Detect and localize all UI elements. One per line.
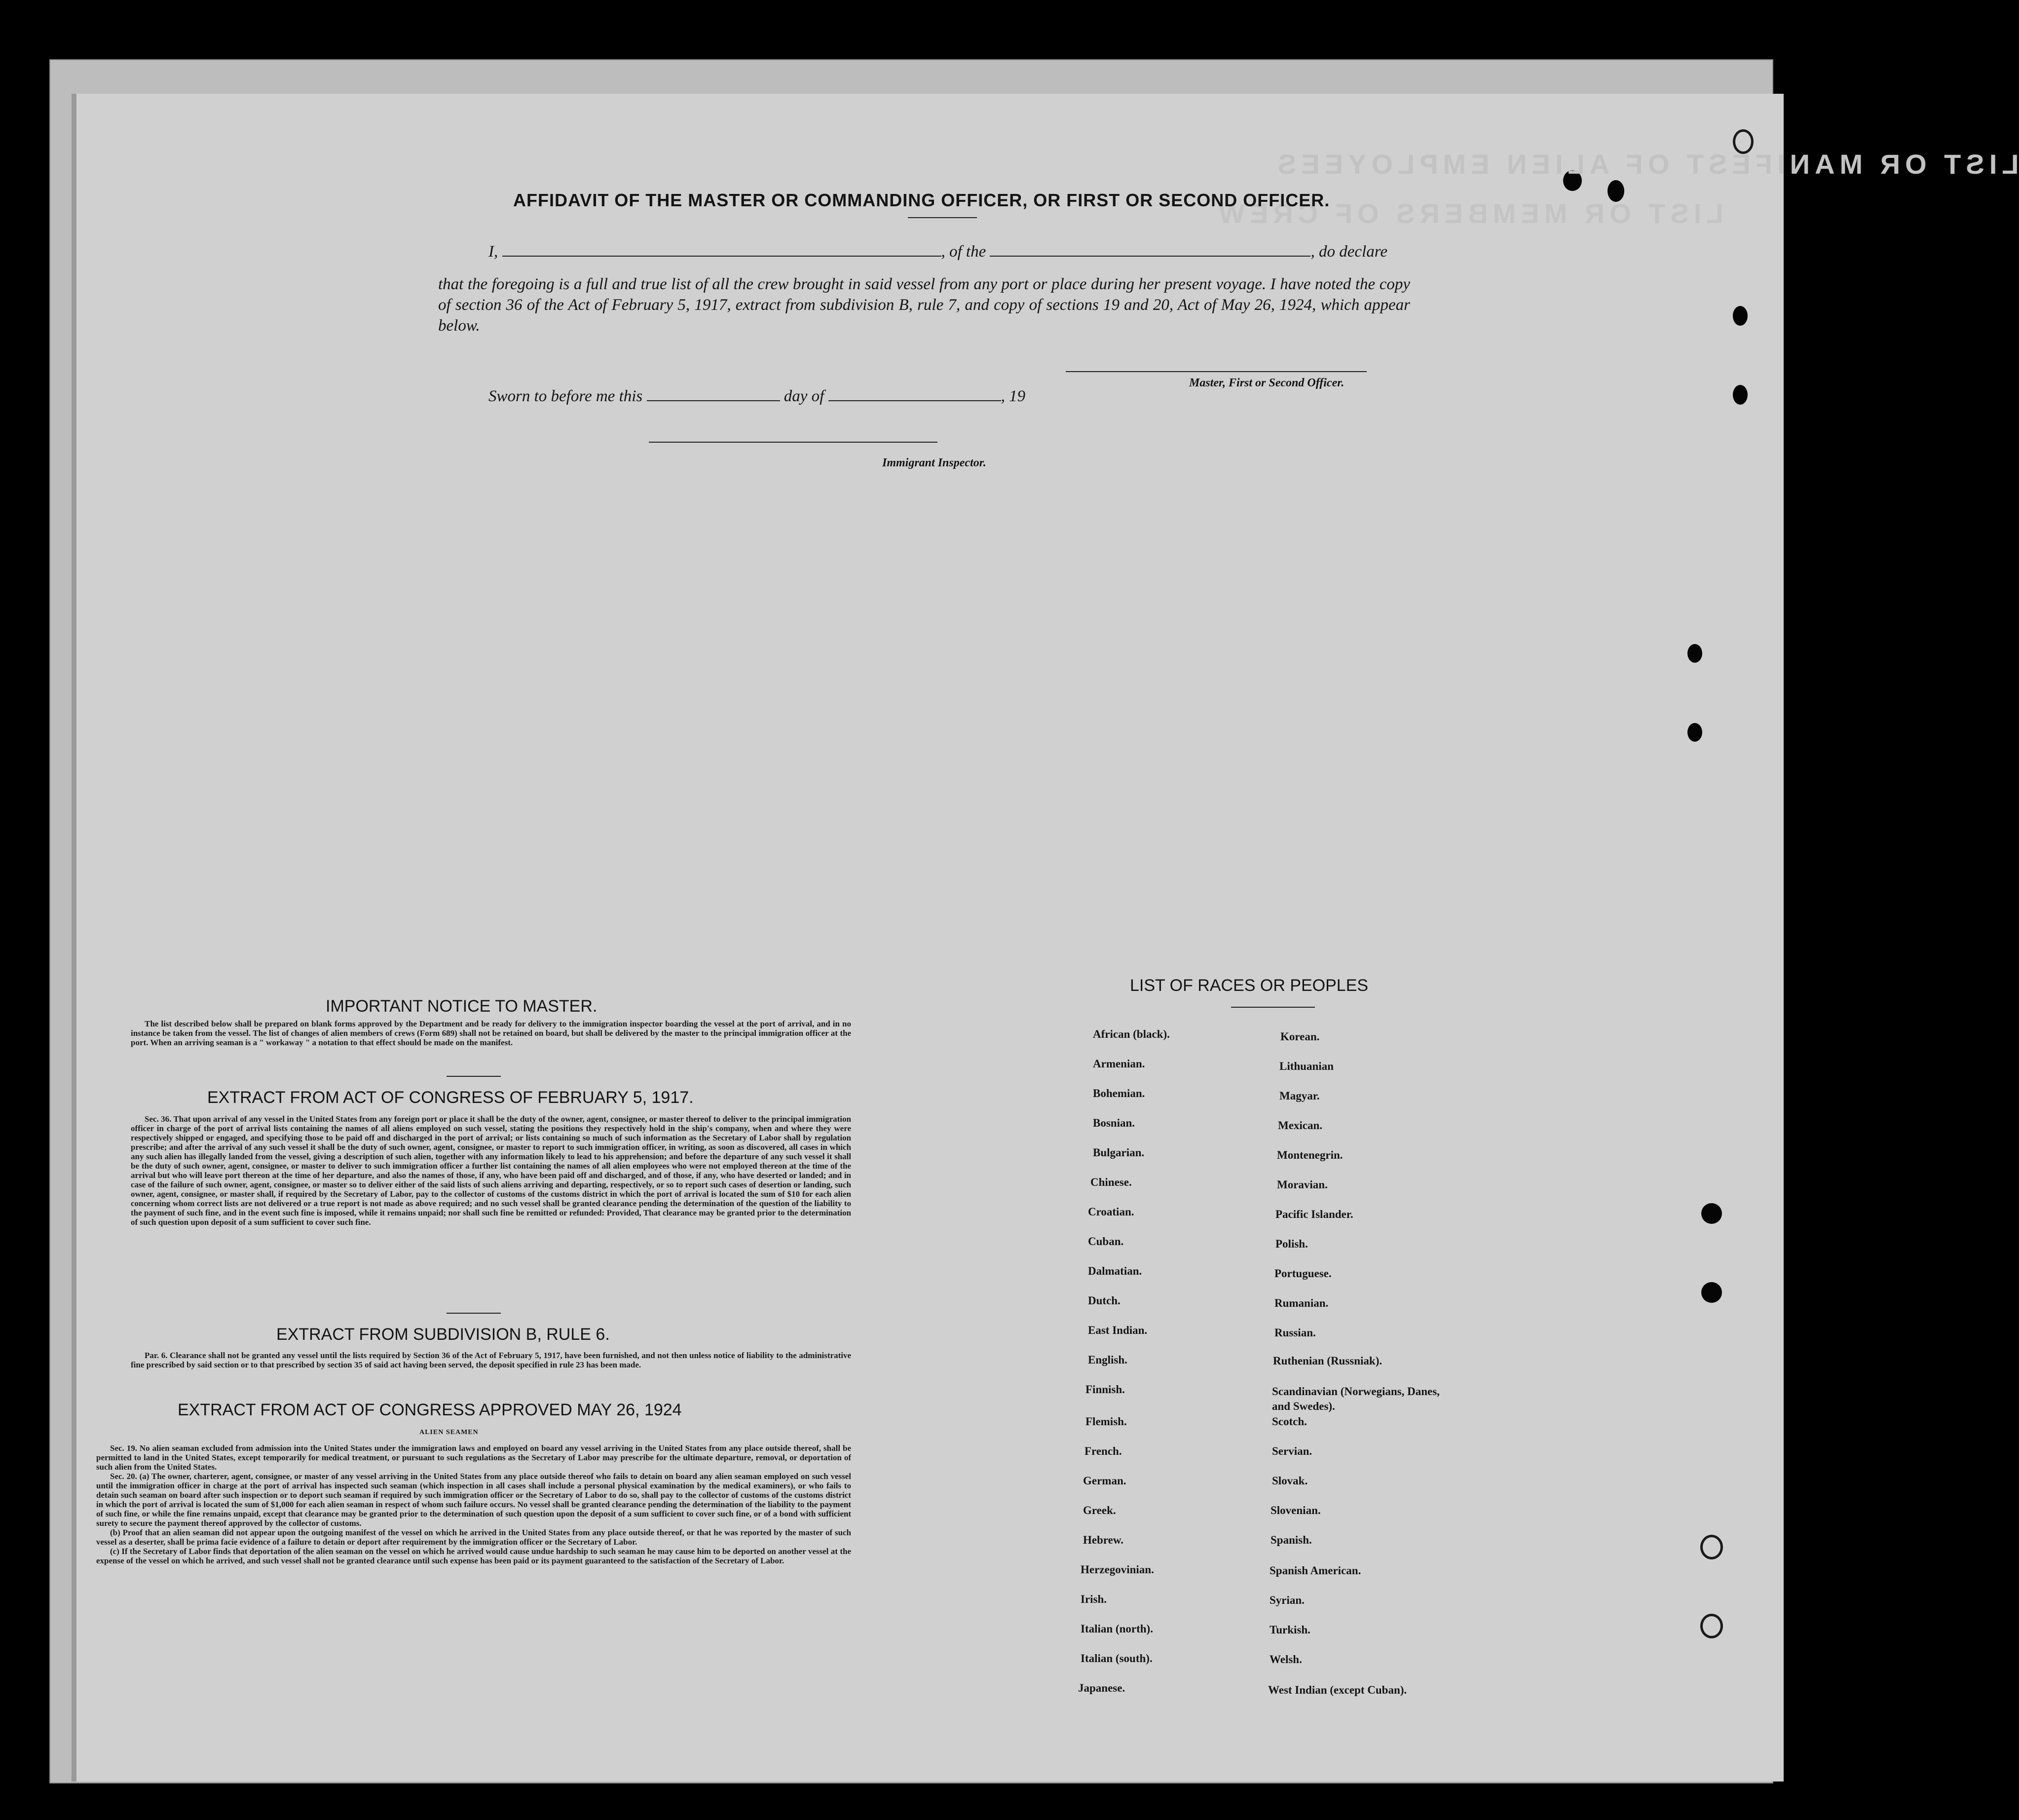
race-item: French. [1084,1445,1122,1457]
race-item: Cuban. [1088,1235,1124,1248]
signature-line[interactable] [1066,371,1367,372]
sworn-day-field[interactable] [647,387,780,401]
punch-hole [1700,1535,1723,1559]
race-item: Montenegrin. [1277,1149,1343,1161]
extract-1924-text [96,1443,851,1565]
race-item: Finnish. [1085,1383,1125,1396]
declaration-of-the: , of the [941,243,986,261]
section-divider [447,1313,501,1314]
extract-1917-text [131,1114,851,1227]
race-item: Magyar. [1279,1090,1320,1102]
race-item: Bosnian. [1093,1117,1135,1129]
race-item: Italian (south). [1081,1652,1153,1665]
extract-1924-paragraph: (c) If the Secretary of Labor finds that deportation of the alien seaman on the vessel on which he arrived would cause undue hardship to such seaman he may cause him to be deported on another vessel at the expense of the vessel on which he arrived, and such vessel shall not be granted clearance until such expense has been paid or its payment guaranteed to the satisfaction of the Secretary of Labor. [96,1547,851,1565]
race-item: Bulgarian. [1093,1146,1145,1159]
race-item: Russian. [1274,1327,1316,1339]
race-item: Spanish American. [1270,1564,1361,1577]
extract-1924-subtitle: ALIEN SEAMEN [419,1429,479,1436]
inspector-signature-line[interactable] [649,442,937,443]
race-item: Irish. [1081,1593,1107,1605]
punch-hole [1687,723,1702,742]
race-item: Greek. [1083,1504,1116,1517]
race-item: Portuguese. [1274,1267,1332,1280]
race-item: Spanish. [1271,1534,1312,1546]
race-item: Polish. [1275,1238,1308,1250]
race-item: German. [1083,1475,1126,1487]
race-item: Scandinavian (Norwegians, Danes, and Swedes). [1272,1385,1440,1412]
extract-1917-title: EXTRACT FROM ACT OF CONGRESS OF FEBRUARY 5, 1917. [207,1088,694,1107]
race-item: Japanese. [1078,1682,1125,1694]
sworn-line [488,387,1025,406]
name-field[interactable] [502,243,941,257]
race-item: English. [1088,1354,1127,1366]
race-item: Bohemian. [1093,1087,1145,1100]
extract-1924-paragraph: (b) Proof that an alien seaman did not appear upon the outgoing manifest of the vessel on which he arrived in the United States from any place outside thereof, or that he was reported by the master of such vessel as a deserter, shall be prima facie evidence of a failure to detain or deport after requirement by the immigration officer or the Secretary of Labor. [96,1528,851,1547]
race-item: Herzegovinian. [1081,1563,1154,1576]
rule6-text [131,1351,851,1369]
races-title: LIST OF RACES OR PEOPLES [1130,976,1369,995]
extract-1924-title: EXTRACT FROM ACT OF CONGRESS APPROVED MAY 26, 1924 [178,1401,682,1419]
race-item: Lithuanian [1279,1060,1334,1072]
race-item: Croatian. [1088,1206,1134,1218]
section-divider [447,1076,501,1077]
race-item: Mexican. [1278,1119,1323,1132]
race-item: Chinese. [1090,1176,1132,1188]
rule6-paragraph: Par. 6. Clearance shall not be granted any vessel until the lists required by Section 36 of the Act of February 5, 1917, have been furnished, and not then unless notice of liability to the administrative fine prescribed by said section or to that prescribed by section 35 of said act having been served, the deposit specified in rule 23 has been made. [131,1351,851,1369]
race-item: Hebrew. [1083,1534,1123,1546]
title-underline [908,217,977,218]
race-item: Ruthenian (Russniak). [1273,1355,1383,1367]
punch-hole [1701,1203,1722,1224]
race-item: African (black). [1093,1028,1170,1040]
page-edge [72,94,76,1782]
race-item: Armenian. [1093,1058,1145,1070]
race-item: Dalmatian. [1088,1265,1142,1277]
race-item: Welsh. [1270,1653,1302,1666]
punch-hole [1701,1282,1722,1303]
sworn-year: , 19 [1001,387,1026,405]
extract-1924-paragraph: Sec. 19. No alien seaman excluded from admission into the United States under the immigration laws and employed on board any vessel arriving in the United States from any place outside thereof, shall be permitted to land in the United States, except temporarily for medical treatment, or pursuant to such regulations as the Secretary of Labor may prescribe for the ultimate departure, removal, or deportation of such alien from the United States. [96,1443,851,1472]
race-item: Pacific Islander. [1275,1208,1353,1220]
race-item: Servian. [1272,1445,1312,1457]
race-item: Rumanian. [1274,1297,1329,1309]
signature-label: Master, First or Second Officer. [1189,377,1345,389]
race-item: East Indian. [1088,1324,1148,1336]
affidavit-title: AFFIDAVIT OF THE MASTER OR COMMANDING OFFICER, OR FIRST OR SECOND OFFICER. [513,190,1330,210]
sworn-day-of: day of [784,387,824,405]
race-item: Slovak. [1272,1475,1308,1487]
notice-title: IMPORTANT NOTICE TO MASTER. [326,997,598,1016]
race-item: Scotch. [1272,1415,1307,1428]
punch-hole [1733,385,1748,405]
vessel-field[interactable] [990,243,1310,257]
punch-hole [1700,1614,1723,1638]
race-item: Flemish. [1085,1415,1127,1428]
declaration-line [488,243,1387,261]
race-item: Dutch. [1088,1294,1121,1307]
races-underline [1231,1007,1315,1008]
declaration-declare: , do declare [1310,243,1387,261]
punch-hole [1733,306,1748,326]
notice-text [131,1019,851,1047]
race-item: Syrian. [1270,1594,1305,1606]
rule6-title: EXTRACT FROM SUBDIVISION B, RULE 6. [276,1325,610,1344]
race-item: Korean. [1280,1030,1320,1043]
sworn-prefix: Sworn to before me this [488,387,643,405]
punch-hole [1687,644,1702,663]
declaration-i: I, [488,243,498,261]
race-item: Turkish. [1270,1624,1310,1636]
extract-1917-paragraph: Sec. 36. That upon arrival of any vessel in the United States from any foreign port or place it shall be the duty of the owner, agent, consignee, or master thereof to deliver to the principal immigration officer in charge of the port of arrival lists containing the names of all aliens employed on such vessel, stating the positions they respectively hold in the ship's company, when and where they were respectively shipped or engaged, and specifying those to be paid off and discharged in the port of arrival; or lists containing so much of such information as the Secretary of Labor shall by regulation prescribe; and after the arrival of any such vessel it shall be the duty of such owner, agent, consignee, or master to report to such immigration officer, in writing, as soon as discovered, all cases in which any such alien has illegally landed from the vessel, giving a description of such alien, together with any information likely to lead to his apprehension; and before the departure of any such vessel it shall be the duty of such owner, agent, consignee, or master to deliver to such immigration officer a further list containing the names of all alien employees who were not employed thereon at the time of the arrival but who will leave port thereon at the time of her departure, and also the names of those, if any, who have been paid off and discharged, and of those, if any, who have deserted or landed; and in case of the failure of such owner, agent, consignee, or master so to deliver either of the said lists of such aliens arriving and departing, respectively, or so to report such cases of desertion or landing, such owner, agent, consignee, or master shall, if required by the Secretary of Labor, pay to the collector of customs of the customs district in which the port of arrival is located the sum of $10 for each alien concerning whom correct lists are not delivered or a true report is not made as above required; and no such vessel shall be granted clearance pending the determination of the question of the liability to the payment of such fine, and in the event such fine is imposed, while it remains unpaid; nor shall such fine be remitted or refunded: Provided, That clearance may be granted prior to the determination of such question upon deposit of a sum sufficient to cover such fine. [131,1114,851,1227]
race-item: Slovenian. [1271,1504,1321,1517]
bleed-through-text: LIST OR MANIFEST OF ALIEN EMPLOYEES [1273,149,2019,180]
bleed-through-text: LIST OR MEMBERS OF CREW [1214,198,1723,229]
extract-1924-paragraph: Sec. 20. (a) The owner, charterer, agent, consignee, or master of any vessel arriving in the United States from any place outside thereof who fails to detain on board any alien seaman employed on such vessel until the immigration officer in charge at the port of arrival has inspected such seaman (which inspection in all cases shall include a personal physical examination by the medical examiners), or who fails to detain such seaman on board after such inspection or to deport such seaman if required by such immigration officer or the Secretary of Labor to do so, shall pay to the collector of customs of the customs district in which the port of arrival is located the sum of $1,000 for each alien seaman in respect of whom such failure occurs. No vessel shall be granted clearance pending the determination of the liability to the payment of such fine, or while the fine remains unpaid, except that clearance may be granted prior to the determination of such question upon the deposit of a sum sufficient to cover such fine, or of a bond with sufficient surety to secure the payment thereof approved by the collector of customs. [96,1472,851,1528]
affidavit-body: that the foregoing is a full and true list of all the crew brought in said vessel from any port or place during her present voyage. I have noted the copy of section 36 of the Act of February 5, 1917, extract from subdivision B, rule 7, and copy of sections 19 and 20, Act of May 26, 1924, which appear below. [438,275,1410,335]
inspector-label: Immigrant Inspector. [882,456,986,469]
notice-paragraph: The list described below shall be prepared on blank forms approved by the Department and be ready for delivery to the immigration inspector boarding the vessel at the port of arrival, and in no instance be taken from the vessel. The list of changes of alien members of crews (Form 689) shall not be retained on board, but shall be delivered by the master to the principal immigration officer at the port. When an arriving seaman is a " workaway " a notation to that effect should be made on the manifest. [131,1019,851,1047]
race-item: Moravian. [1277,1178,1328,1191]
race-item: West Indian (except Cuban). [1268,1684,1407,1696]
sworn-month-field[interactable] [828,387,1001,401]
race-item: Italian (north). [1081,1623,1153,1635]
